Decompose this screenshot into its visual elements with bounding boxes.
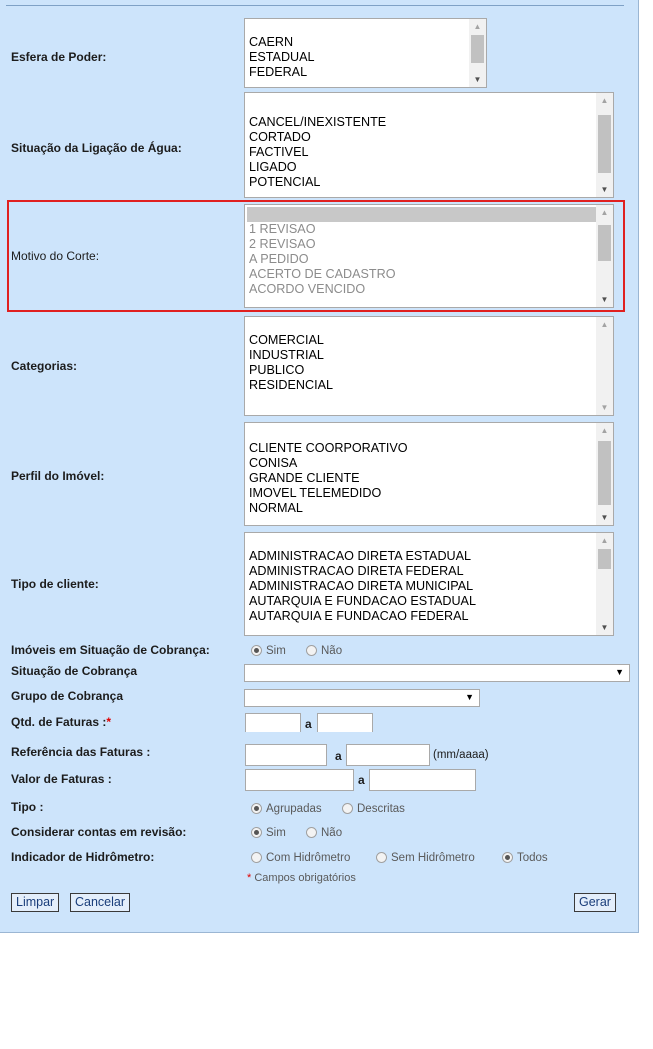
- scroll-up-icon[interactable]: ▲: [600, 96, 609, 105]
- revisao-label: Considerar contas em revisão:: [11, 825, 187, 839]
- scroll-thumb[interactable]: [598, 549, 611, 569]
- imoveis-sim-radio[interactable]: [251, 645, 262, 656]
- valor-to-input[interactable]: [369, 769, 476, 791]
- list-item[interactable]: POTENCIAL: [249, 175, 321, 189]
- scroll-down-icon[interactable]: ▼: [600, 403, 609, 412]
- imoveis-cobranca-label: Imóveis em Situação de Cobrança:: [11, 643, 210, 657]
- valor-label: Valor de Faturas :: [11, 772, 112, 786]
- motivo-corte-label: Motivo do Corte:: [11, 249, 100, 263]
- list-item[interactable]: IMOVEL TELEMEDIDO: [249, 486, 382, 500]
- situacao-cobranca-select[interactable]: [244, 664, 630, 682]
- grupo-cobranca-label: Grupo de Cobrança: [11, 689, 124, 703]
- required-note: [247, 872, 356, 884]
- tipo-cliente-listbox[interactable]: [244, 532, 614, 636]
- list-item[interactable]: ESTADUAL: [249, 50, 315, 64]
- list-item[interactable]: AUTARQUIA E FUNDACAO FEDERAL: [249, 609, 469, 623]
- hidrometro-sem-label: Sem Hidrômetro: [391, 852, 475, 864]
- scroll-down-icon[interactable]: ▼: [600, 513, 609, 522]
- list-item[interactable]: FEDERAL: [249, 65, 308, 79]
- scroll-thumb[interactable]: [598, 115, 611, 173]
- qtd-faturas-to-input[interactable]: [317, 713, 373, 732]
- situacao-agua-scrollbar[interactable]: [596, 93, 613, 197]
- grupo-cobranca-select[interactable]: [244, 689, 480, 707]
- hidrometro-sem-radio[interactable]: [376, 852, 387, 863]
- list-item[interactable]: FACTIVEL: [249, 145, 309, 159]
- list-item[interactable]: CLIENTE COORPORATIVO: [249, 441, 408, 455]
- list-item[interactable]: NORMAL: [249, 501, 303, 515]
- gerar-button[interactable]: Gerar: [574, 893, 616, 912]
- imoveis-nao-label: Não: [321, 645, 343, 657]
- list-item[interactable]: CAERN: [249, 35, 294, 49]
- esfera-listbox[interactable]: [244, 18, 487, 88]
- list-item[interactable]: ADMINISTRACAO DIRETA FEDERAL: [249, 564, 464, 578]
- limpar-button[interactable]: Limpar: [11, 893, 59, 912]
- required-mark: *: [247, 872, 252, 884]
- list-item[interactable]: INDUSTRIAL: [249, 348, 324, 362]
- chevron-down-icon: ▼: [615, 667, 624, 677]
- required-mark: *: [106, 715, 112, 729]
- list-item[interactable]: ADMINISTRACAO DIRETA MUNICIPAL: [249, 579, 474, 593]
- situacao-agua-listbox[interactable]: [244, 92, 614, 198]
- valor-from-input[interactable]: [245, 769, 354, 791]
- scroll-down-icon[interactable]: ▼: [600, 623, 609, 632]
- perfil-listbox[interactable]: [244, 422, 614, 526]
- categorias-listbox[interactable]: [244, 316, 614, 416]
- tipo-agrupadas-label: Agrupadas: [266, 803, 322, 815]
- referencia-separator: a: [335, 749, 342, 763]
- situacao-cobranca-label: Situação de Cobrança: [11, 664, 138, 678]
- categorias-scrollbar[interactable]: [596, 317, 613, 415]
- qtd-faturas-label-text: Qtd. de Faturas :: [11, 715, 107, 729]
- hidrometro-com-radio[interactable]: [251, 852, 262, 863]
- tipo-label: Tipo :: [11, 800, 44, 814]
- tipo-descritas-radio[interactable]: [342, 803, 353, 814]
- hidrometro-todos-label: Todos: [517, 852, 548, 864]
- required-note-text: Campos obrigatórios: [254, 872, 356, 884]
- chevron-down-icon: ▼: [465, 692, 474, 702]
- hidrometro-com-label: Com Hidrômetro: [266, 852, 351, 864]
- cancelar-button[interactable]: Cancelar: [70, 893, 130, 912]
- revisao-nao-radio[interactable]: [306, 827, 317, 838]
- tipo-cliente-scrollbar[interactable]: [596, 533, 613, 635]
- qtd-faturas-from-input[interactable]: [245, 713, 301, 732]
- list-item[interactable]: LIGADO: [249, 160, 297, 174]
- categorias-label: Categorias:: [11, 359, 78, 373]
- scroll-up-icon[interactable]: ▲: [473, 22, 482, 31]
- hidrometro-todos-radio[interactable]: [502, 852, 513, 863]
- list-item[interactable]: 2 REVISAO: [249, 237, 316, 251]
- list-item[interactable]: RESIDENCIAL: [249, 378, 333, 392]
- referencia-to-input[interactable]: [346, 744, 430, 766]
- list-item[interactable]: COMERCIAL: [249, 333, 324, 347]
- list-item[interactable]: CORTADO: [249, 130, 311, 144]
- scroll-up-icon[interactable]: ▲: [600, 536, 609, 545]
- imoveis-sim-label: Sim: [266, 645, 286, 657]
- valor-separator: a: [358, 773, 365, 787]
- qtd-faturas-label: [11, 715, 111, 729]
- revisao-nao-label: Não: [321, 827, 343, 839]
- revisao-sim-radio[interactable]: [251, 827, 262, 838]
- scroll-up-icon[interactable]: ▲: [600, 426, 609, 435]
- list-item[interactable]: ACORDO VENCIDO: [249, 282, 366, 296]
- revisao-sim-label: Sim: [266, 827, 286, 839]
- esfera-scrollbar[interactable]: [469, 19, 486, 87]
- list-item[interactable]: ACERTO DE CADASTRO: [249, 267, 396, 281]
- list-item[interactable]: GRANDE CLIENTE: [249, 471, 360, 485]
- perfil-label: Perfil do Imóvel:: [11, 469, 105, 483]
- list-item[interactable]: CONISA: [249, 456, 298, 470]
- list-item[interactable]: CANCEL/INEXISTENTE: [249, 115, 387, 129]
- scroll-up-icon[interactable]: ▲: [600, 320, 609, 329]
- scroll-up-icon[interactable]: ▲: [600, 208, 609, 217]
- perfil-scrollbar[interactable]: [596, 423, 613, 525]
- top-divider: [6, 5, 624, 6]
- scroll-thumb[interactable]: [471, 35, 484, 63]
- list-item[interactable]: AUTARQUIA E FUNDACAO ESTADUAL: [249, 594, 476, 608]
- qtd-faturas-separator: a: [305, 717, 312, 731]
- referencia-from-input[interactable]: [245, 744, 327, 766]
- list-item[interactable]: ADMINISTRACAO DIRETA ESTADUAL: [249, 549, 472, 563]
- referencia-label: Referência das Faturas :: [11, 745, 151, 759]
- referencia-hint: (mm/aaaa): [433, 749, 489, 761]
- scroll-down-icon[interactable]: ▼: [473, 75, 482, 84]
- list-item[interactable]: A PEDIDO: [249, 252, 309, 266]
- scroll-down-icon[interactable]: ▼: [600, 185, 609, 194]
- tipo-cliente-label: Tipo de cliente:: [11, 577, 99, 591]
- list-item[interactable]: PUBLICO: [249, 363, 305, 377]
- tipo-agrupadas-radio[interactable]: [251, 803, 262, 814]
- tipo-descritas-label: Descritas: [357, 803, 405, 815]
- esfera-label: Esfera de Poder:: [11, 50, 107, 64]
- imoveis-nao-radio[interactable]: [306, 645, 317, 656]
- situacao-agua-label: Situação da Ligação de Água:: [11, 141, 182, 155]
- scroll-down-icon[interactable]: ▼: [600, 295, 609, 304]
- scroll-thumb[interactable]: [598, 441, 611, 505]
- highlight-box: [7, 200, 625, 312]
- hidrometro-label: Indicador de Hidrômetro:: [11, 850, 155, 864]
- list-item[interactable]: 1 REVISAO: [249, 222, 316, 236]
